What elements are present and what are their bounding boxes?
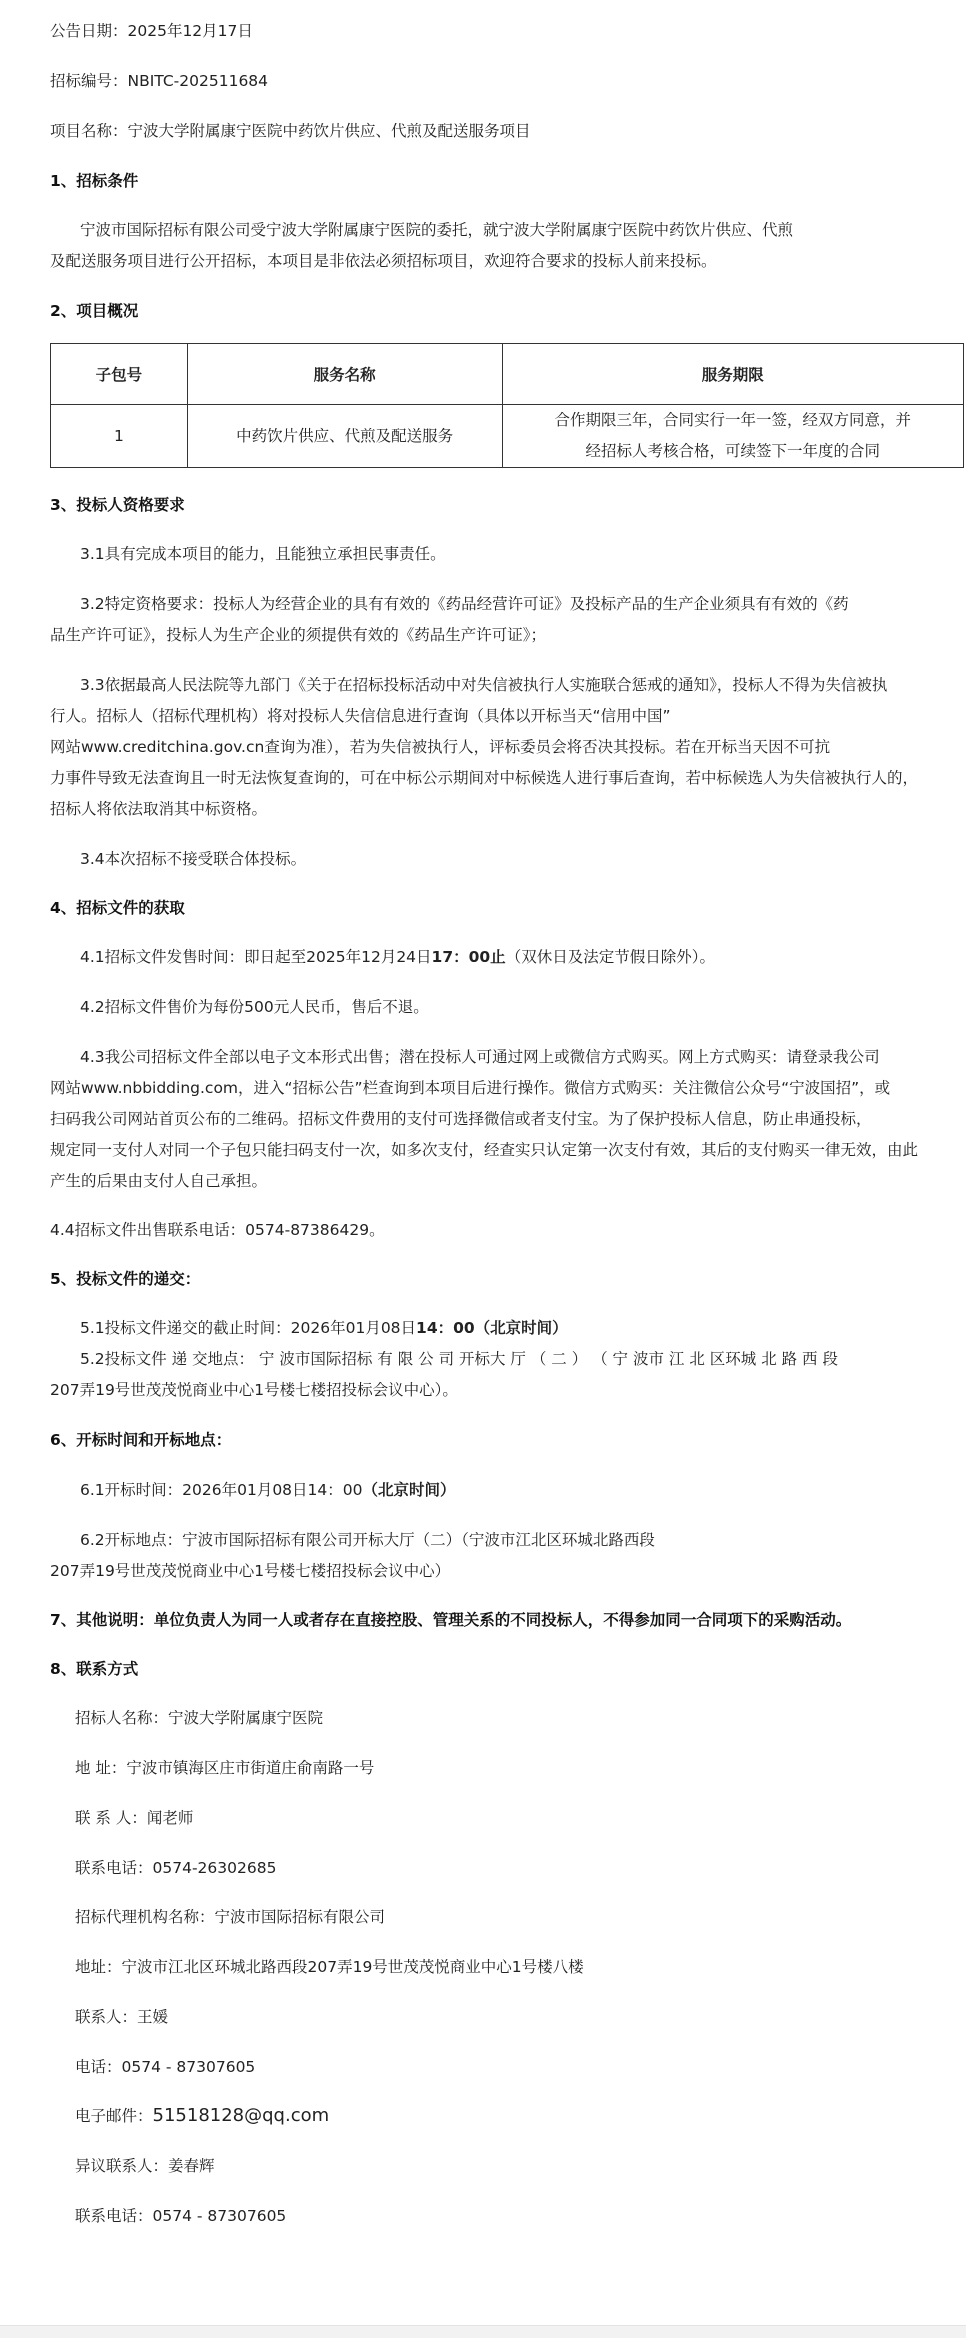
- doc-sale-phone: 4.4招标文件出售联系电话：0574-87386429。: [50, 1221, 385, 1239]
- doc-purchase-line-3: 扫码我公司网站首页公布的二维码。招标文件费用的支付可选择微信或者支付宝。为了保护投标人信息，防止串通投标，: [50, 1110, 872, 1128]
- doc-sale-deadline: 17：00止: [431, 948, 506, 966]
- section-7-other-notes: 7、其他说明：单位负责人为同一人或者存在直接控股、管理关系的不同投标人，不得参加同一合同项下的采购活动。: [50, 1611, 852, 1629]
- opening-time: [80, 1474, 456, 1506]
- agency-name: 招标代理机构名称：宁波市国际招标有限公司: [75, 1908, 386, 1926]
- section-2-title: 2、项目概况: [50, 302, 139, 320]
- tenderer-address: 地 址：宁波市镇海区庄市街道庄俞南路一号: [75, 1759, 375, 1777]
- table-row: [51, 405, 964, 468]
- service-term-line-1: 合作期限三年，合同实行一年一签，经双方同意，并: [554, 411, 912, 429]
- qualification-3-1: 3.1具有完成本项目的能力，且能独立承担民事责任。: [80, 545, 446, 563]
- package-no-cell: 1: [51, 405, 188, 468]
- page-bottom-bar: [0, 2325, 966, 2338]
- project-name: 项目名称：宁波大学附属康宁医院中药饮片供应、代煎及配送服务项目: [50, 122, 531, 140]
- email-label: 电子邮件：: [75, 2107, 153, 2125]
- email-address[interactable]: 51518128@qq.com: [152, 2105, 330, 2126]
- submission-location-line-1: 5.2投标文件 递 交地点： 宁 波市国际招标 有 限 公 司 开标大 厅 （ 二 ） （ 宁 波市 江 北 区环城 北 路 西 段: [80, 1350, 838, 1368]
- section-4-title: 4、招标文件的获取: [50, 899, 185, 917]
- tenderer-phone: 联系电话：0574-26302685: [75, 1859, 277, 1877]
- qualification-3-3-line-5: 招标人将依法取消其中标资格。: [50, 800, 268, 818]
- package-no-header: 子包号: [51, 344, 188, 405]
- opening-time-zone: （北京时间）: [362, 1481, 456, 1499]
- submission-location-line-2: 207弄19号世茂茂悦商业中心1号楼七楼招投标会议中心）。: [50, 1381, 458, 1399]
- package-table: [50, 343, 964, 468]
- opening-time-pre: 6.1开标时间：2026年01月08日14：00: [80, 1481, 363, 1499]
- section-1-line-2: 及配送服务项目进行公开招标，本项目是非依法必须招标项目，欢迎符合要求的投标人前来投标。: [50, 252, 717, 270]
- service-term-cell: [502, 405, 963, 468]
- agency-email: [75, 2100, 329, 2132]
- qualification-3-4: 3.4本次招标不接受联合体投标。: [80, 850, 307, 868]
- opening-location-line-2: 207弄19号世茂茂悦商业中心1号楼七楼招投标会议中心）: [50, 1562, 451, 1580]
- section-6-title: 6、开标时间和开标地点：: [50, 1431, 232, 1449]
- doc-purchase-line-2: 网站www.nbbidding.com，进入“招标公告”栏查询到本项目后进行操作。微信方式购买：关注微信公众号“宁波国招”，或: [50, 1079, 891, 1097]
- doc-sale-time-pre: 4.1招标文件发售时间：即日起至2025年12月24日: [80, 948, 432, 966]
- qualification-3-2-line-1: 3.2特定资格要求：投标人为经营企业的具有有效的《药品经营许可证》及投标产品的生产企业须具有有效的《药: [80, 595, 849, 613]
- doc-price: 4.2招标文件售价为每份500元人民币，售后不退。: [80, 998, 429, 1016]
- opening-location-line-1: 6.2开标地点：宁波市国际招标有限公司开标大厅（二）（宁波市江北区环城北路西段: [80, 1531, 655, 1549]
- agency-address: 地址：宁波市江北区环城北路西段207弄19号世茂茂悦商业中心1号楼八楼: [75, 1958, 584, 1976]
- agency-phone: 电话：0574 - 87307605: [75, 2058, 256, 2076]
- doc-purchase-line-5: 产生的后果由支付人自己承担。: [50, 1172, 268, 1190]
- doc-purchase-line-1: 4.3我公司招标文件全部以电子文本形式出售；潜在投标人可通过网上或微信方式购买。网上方式购买：请登录我公司: [80, 1048, 880, 1066]
- doc-purchase-line-4: 规定同一支付人对同一个子包只能扫码支付一次，如多次支付，经查实只认定第一次支付有效，其后的支付购买一律无效，由此: [50, 1141, 919, 1159]
- qualification-3-2-line-2: 品生产许可证》，投标人为生产企业的须提供有效的《药品生产许可证》；: [50, 626, 547, 644]
- doc-sale-time-post: （双休日及法定节假日除外）。: [505, 948, 715, 966]
- tenderer-name: 招标人名称：宁波大学附属康宁医院: [75, 1709, 324, 1727]
- qualification-3-3-line-3: 网站www.creditchina.gov.cn查询为准），若为失信被执行人，评标委员会将否决其投标。若在开标当天因不可抗: [50, 738, 831, 756]
- qualification-3-3-line-1: 3.3依据最高人民法院等九部门《关于在招标投标活动中对失信被执行人实施联合惩戒的通知》，投标人不得为失信被执: [80, 676, 888, 694]
- announcement-date: 公告日期：2025年12月17日: [50, 22, 253, 40]
- qualification-3-3-line-4: 力事件导致无法查询且一时无法恢复查询的，可在中标公示期间对中标候选人进行事后查询，若中标候选人为失信被执行人的，: [50, 769, 919, 787]
- submission-deadline: [80, 1312, 568, 1344]
- submission-deadline-time: 14：00（北京时间）: [416, 1319, 568, 1337]
- submission-deadline-pre: 5.1投标文件递交的截止时间：2026年01月08日: [80, 1319, 417, 1337]
- section-8-title: 8、联系方式: [50, 1660, 139, 1678]
- objection-phone: 联系电话：0574 - 87307605: [75, 2207, 287, 2225]
- tender-code: 招标编号：NBITC-202511684: [50, 72, 269, 90]
- package-table-header-row: [51, 344, 964, 405]
- section-3-title: 3、投标人资格要求: [50, 496, 185, 514]
- qualification-3-3-line-2: 行人。招标人（招标代理机构）将对投标人失信信息进行查询（具体以开标当天“信用中国”: [50, 707, 671, 725]
- agency-contact: 联系人：王媛: [75, 2008, 169, 2026]
- tenderer-contact: 联 系 人：闻老师: [75, 1809, 194, 1827]
- service-name-cell: 中药饮片供应、代煎及配送服务: [187, 405, 502, 468]
- service-name-header: 服务名称: [187, 344, 502, 405]
- objection-contact: 异议联系人：姜春辉: [75, 2157, 215, 2175]
- section-1-title: 1、招标条件: [50, 172, 139, 190]
- section-1-line-1: 宁波市国际招标有限公司受宁波大学附属康宁医院的委托，就宁波大学附属康宁医院中药饮片供应、代煎: [80, 221, 794, 239]
- doc-sale-time: [80, 941, 715, 973]
- service-term-header: 服务期限: [502, 344, 963, 405]
- service-term-line-2: 经招标人考核合格，可续签下一年度的合同: [585, 442, 881, 460]
- section-5-title: 5、投标文件的递交：: [50, 1270, 201, 1288]
